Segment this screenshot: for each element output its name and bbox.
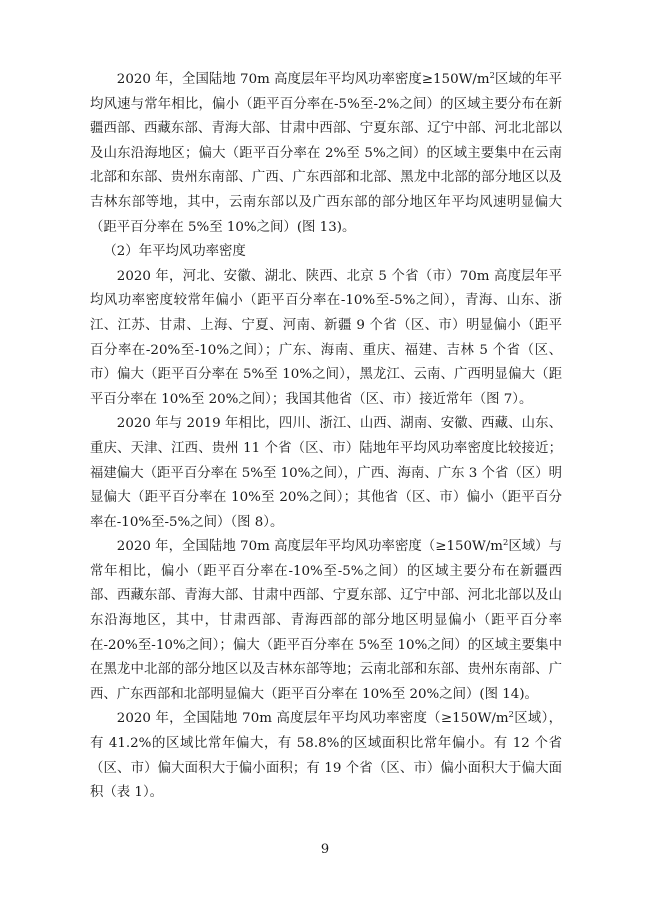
paragraph-2020-vs-2019: 2020 年与 2019 年相比，四川、浙江、山西、湖南、安徽、西藏、山东、重庆、天津、江西、贵州 11 个省（区、市）陆地年平均风功率密度比较接近；福建偏大（距平百分率在 5%至 10%之间），广西、海南、广东 3 个省（区）明显偏大（距平百分率在 10%至 20%之间）；其他省（区、市）偏小（距平百分率在-10%至-5%之间）（图 8）。 xyxy=(90,416,562,530)
paragraph-wind-speed-anomaly: 2020 年，全国陆地 70m 高度层年平均风功率密度$\ge 150W/m^2$区域的年平均风速与常年相比，偏小（距平百分率在-5%至-2%之间）的区域主要分布在新疆西部、西藏东部、青海大部、甘肃中西部、宁夏东部、辽宁中部、河北北部以及山东沿海地区；偏大（距平百分率在 2%至 5%之间）的区域主要集中在云南北部和东部、贵州东南部、广西、广东西部和北部、黑龙中北部的部分地区以及吉林东部等地，其中，云南东部以及广西东部的部分地区年平均风速明显偏大（距平百分率在 5%至 10%之间）(图 13)。 xyxy=(90,70,562,235)
body-text xyxy=(90,68,562,806)
page-number: 9 xyxy=(320,842,330,857)
paragraph-provinces-vs-normal: 2020 年，河北、安徽、湖北、陕西、北京 5 个省（市）70m 高度层年平均风功率密度较常年偏小（距平百分率在-10%至-5%之间），青海、山东、浙江、江苏、甘肃、上海、宁夏、河南、新疆 9 个省（区、市）明显偏小（距平百分率在-20%至-10%之间）；广东、海南、重庆、福建、吉林 5 个省（区、市）偏大（距平百分率在 5%至 10%之间），黑龙江、云南、广西明显偏大（距平百分率在 10%至 20%之间）；我国其他省（区、市）接近常年（图 7）。 xyxy=(90,268,562,407)
section-heading: （2）年平均风功率密度 xyxy=(103,244,246,260)
paragraph-area-percentages: 2020 年，全国陆地 70m 高度层年平均风功率密度（$\ge 150W/m^2$区域），有 41.2%的区域比常年偏大，有 58.8%的区域面积比常年偏小。有 12 个省（区、市）偏大面积大于偏小面积；有 19 个省（区、市）偏小面积大于偏大面积（表 1）。 xyxy=(90,709,562,801)
paragraph-power-density-regions: 2020 年，全国陆地 70m 高度层年平均风功率密度（$\ge 150W/m^2$区域）与常年相比，偏小（距平百分率在-10%至-5%之间）的区域主要分布在新疆西部、西藏东部、青海大部、甘肃中西部、宁夏东部、辽宁中部、河北北部以及山东沿海地区，其中，甘肃西部、青海西部的部分地区明显偏小（距平百分率在-20%至-10%之间）；偏大（距平百分率在 5%至 10%之间）的区域主要集中在黑龙中北部的部分地区以及吉林东部等地；云南北部和东部、贵州东南部、广西、广东西部和北部明显偏大（距平百分率在 10%至 20%之间）(图 14)。 xyxy=(90,537,563,702)
